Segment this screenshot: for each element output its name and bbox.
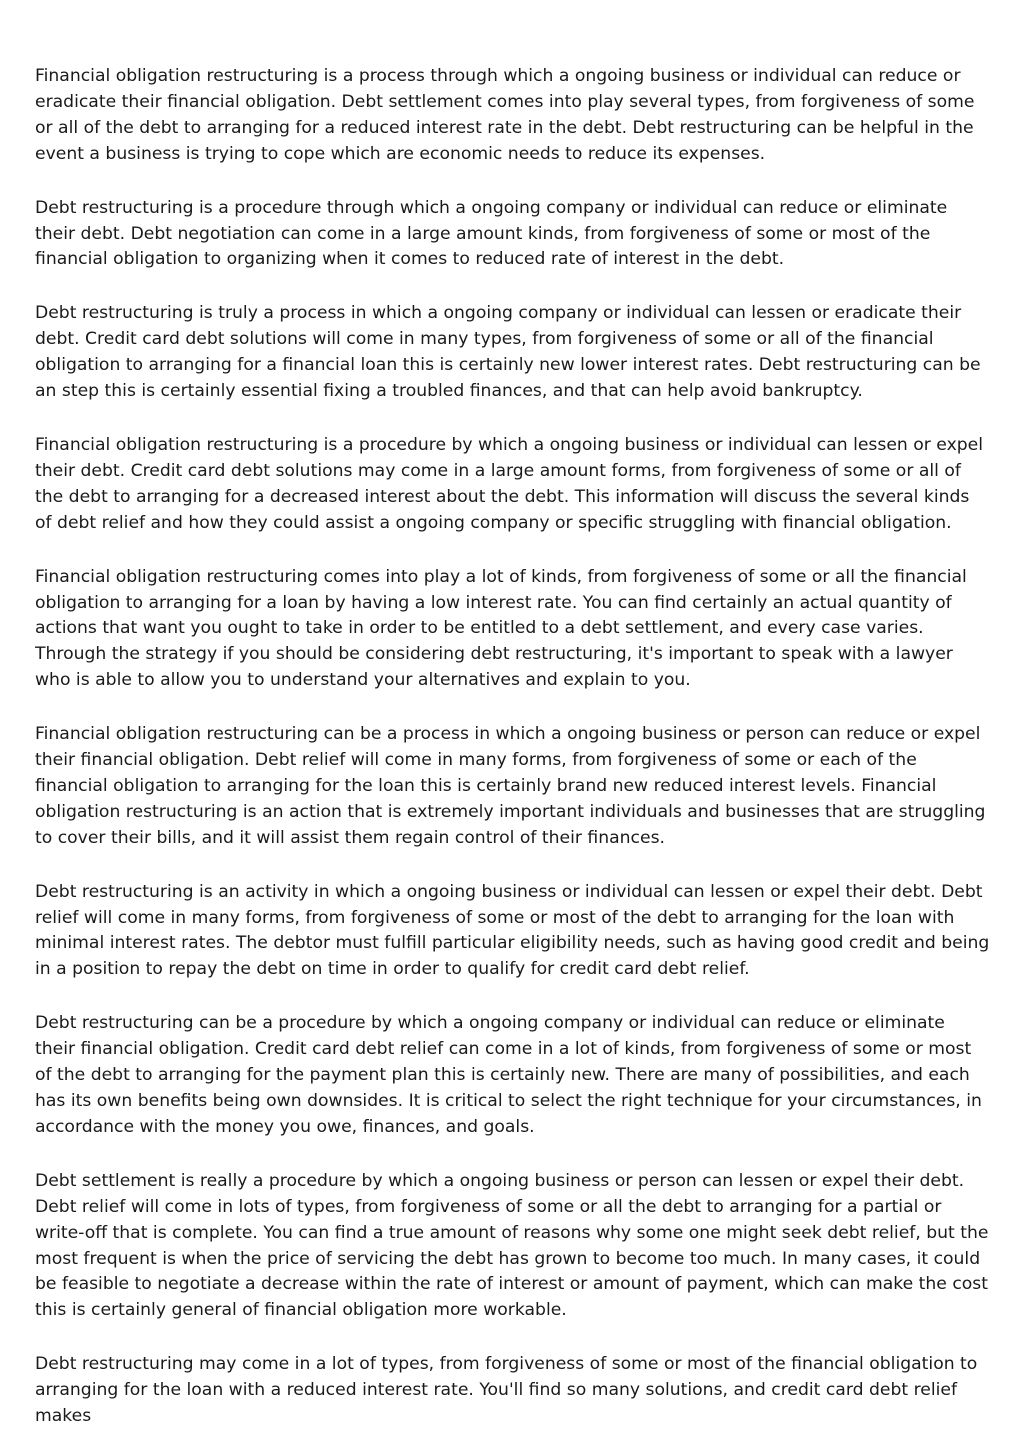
paragraph-9: Debt settlement is really a procedure by which a ongoing business or person can lessen or expel their debt. Debt relief will come in lots of types, from forgiveness of some or all the debt to arranging for a partial or write-off that is complete. You can find a true amount of reasons why some one might seek debt relief, but the most frequent is when the price of servicing the debt has grown to become too much. In many cases, it could be feasible to negotiate a decrease within the rate of interest or amount of payment, which can make the cost this is certainly general of financial obligation more workable.	[35, 1170, 989, 1321]
paragraph-7: Debt restructuring is an activity in which a ongoing business or individual can lessen or expel their debt. Debt relief will come in many forms, from forgiveness of some or most of the debt to arranging for the loan with minimal interest rates. The debtor must fulfill particular eligibility needs, such as having good credit and being in a position to repay the debt on time in order to qualify for credit card debt relief.	[35, 881, 990, 980]
paragraph-8: Debt restructuring can be a procedure by which a ongoing company or individual can reduce or eliminate their financial obligation. Credit card debt relief can come in a lot of kinds, from forgiveness of some or most of the debt to arranging for the payment plan this is certainly new. There are many of possibilities, and each has its own benefits being own downsides. It is critical to select the right technique for your circumstances, in accordance with the money you owe, finances, and goals.	[35, 1013, 982, 1137]
paragraph-5: Financial obligation restructuring comes into play a lot of kinds, from forgiveness of some or all the financial obligation to arranging for a loan by having a low interest rate. You can find certainly an actual quantity of actions that want you ought to take in order to be entitled to a debt settlement, and every case varies. Through the strategy if you should be considering debt restructuring, it's important to speak with a lawyer who is able to allow you to understand your alternatives and explain to you.	[35, 566, 967, 691]
paragraph-6: Financial obligation restructuring can be a process in which a ongoing business or person can reduce or expel their financial obligation. Debt relief will come in many forms, from forgiveness of some or each of the financial obligation to arranging for the loan this is certainly brand new reduced interest levels. Financial obligation restructuring is an action that is extremely important individuals and businesses that are struggling to cover their bills, and it will assist them regain control of their finances.	[35, 724, 986, 848]
document-page	[35, 64, 990, 1449]
paragraph-1: Financial obligation restructuring is a process through which a ongoing business or individual can reduce or eradicate their financial obligation. Debt settlement comes into play several types, from forgiveness of some or all of the debt to arranging for a reduced interest rate in the debt. Debt restructuring can be helpful in the event a business is trying to cope which are economic needs to reduce its expenses.	[35, 66, 975, 164]
paragraph-2: Debt restructuring is a procedure through which a ongoing company or individual can reduce or eliminate their debt. Debt negotiation can come in a large amount kinds, from forgiveness of some or most of the financial obligation to organizing when it comes to reduced rate of interest in the debt.	[35, 197, 948, 270]
paragraph-10: Debt restructuring may come in a lot of types, from forgiveness of some or most of the financial obligation to arranging for the loan with a reduced interest rate. You'll find so many solutions, and credit card debt relief makes	[35, 1354, 978, 1427]
paragraph-3: Debt restructuring is truly a process in which a ongoing company or individual can lessen or eradicate their debt. Credit card debt solutions will come in many types, from forgiveness of some or all of the financial obligation to arranging for a financial loan this is certainly new lower interest rates. Debt restructuring can be an step this is certainly essential fixing a troubled finances, and that can help avoid bankruptcy.	[35, 303, 981, 402]
paragraph-4: Financial obligation restructuring is a procedure by which a ongoing business or individual can lessen or expel their debt. Credit card debt solutions may come in a large amount forms, from forgiveness of some or all of the debt to arranging for a decreased interest about the debt. This information will discuss the several kinds of debt relief and how they could assist a ongoing company or specific struggling with financial obligation.	[35, 434, 984, 533]
